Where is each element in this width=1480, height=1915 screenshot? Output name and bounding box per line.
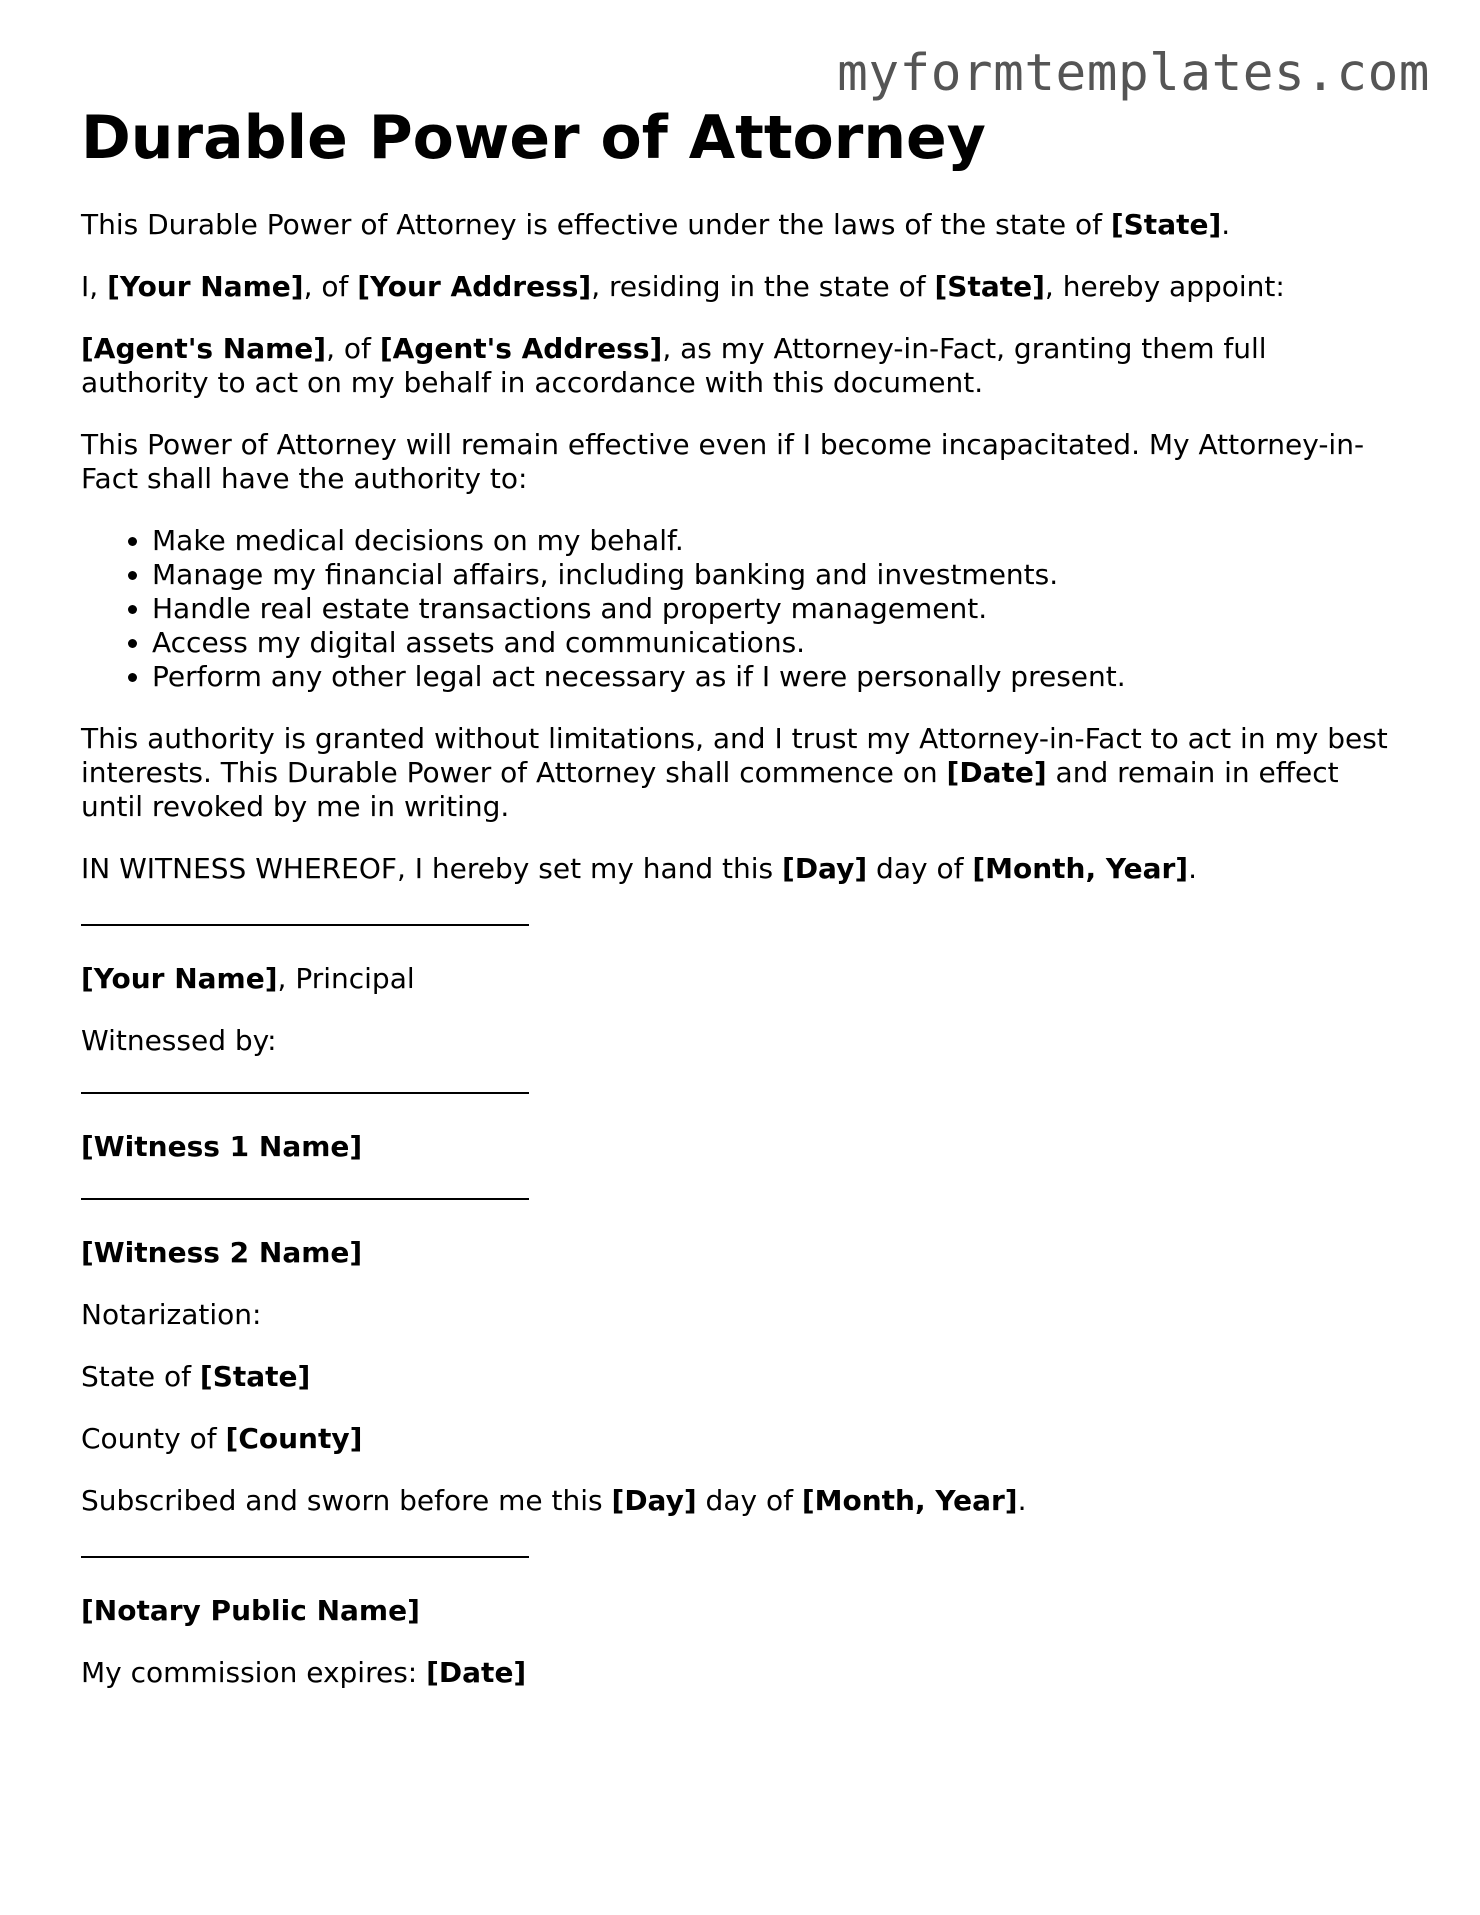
witness2-label: [Witness 2 Name]: [81, 1236, 363, 1269]
agent-address-placeholder: [Agent's Address]: [379, 332, 663, 365]
date-placeholder: [Date]: [946, 756, 1047, 789]
principal-signature-line[interactable]: [81, 924, 529, 926]
principal-label: [Your Name], Principal: [81, 962, 415, 995]
durability-paragraph: This Power of Attorney will remain effective even if I become incapacitated. My Attorney-in-Fact shall have the authority to:: [81, 428, 1365, 495]
notary-signature-line[interactable]: [81, 1556, 529, 1558]
agent-name-placeholder: [Agent's Name]: [81, 332, 327, 365]
watermark-text: myformtemplates.com: [837, 44, 1430, 103]
intro-paragraph: This Durable Power of Attorney is effective under the laws of the state of [State].: [81, 208, 1231, 241]
your-address-placeholder: [Your Address]: [357, 270, 592, 303]
powers-list: [81, 524, 1401, 694]
month-year-placeholder: [Month, Year]: [972, 852, 1189, 885]
list-item: • Handle real estate transactions and property management.: [152, 592, 1401, 626]
witness-clause: IN WITNESS WHEREOF, I hereby set my hand this [Day] day of [Month, Year].: [81, 852, 1197, 885]
date-placeholder: [Date]: [426, 1656, 527, 1689]
list-item: • Perform any other legal act necessary as if I were personally present.: [152, 660, 1401, 694]
list-item: • Manage my financial affairs, including banking and investments.: [152, 558, 1401, 592]
county-placeholder: [County]: [225, 1422, 363, 1455]
list-item: • Make medical decisions on my behalf.: [152, 524, 1401, 558]
witness1-label: [Witness 1 Name]: [81, 1130, 363, 1163]
notary-state: State of [State]: [81, 1360, 311, 1393]
agent-paragraph: [Agent's Name], of [Agent's Address], as my Attorney-in-Fact, granting them full authority to act on my behalf in accordance with this document.: [81, 332, 1267, 399]
state-placeholder: [State]: [199, 1360, 311, 1393]
notary-name-label: [Notary Public Name]: [81, 1594, 420, 1627]
witness1-signature-line[interactable]: [81, 1092, 529, 1094]
appointment-paragraph: I, [Your Name], of [Your Address], residing in the state of [State], hereby appoint:: [81, 270, 1285, 303]
day-placeholder: [Day]: [611, 1484, 697, 1517]
state-placeholder: [State]: [934, 270, 1045, 303]
notary-county: County of [County]: [81, 1422, 363, 1455]
witness2-signature-line[interactable]: [81, 1198, 529, 1200]
document-title: Durable Power of Attorney: [81, 103, 986, 173]
day-placeholder: [Day]: [782, 852, 868, 885]
state-placeholder: [State]: [1110, 208, 1222, 241]
sworn-statement: Subscribed and sworn before me this [Day] day of [Month, Year].: [81, 1484, 1027, 1517]
document-body: [81, 104, 1401, 1718]
witnessed-by-label: Witnessed by:: [81, 1024, 277, 1057]
notarization-heading: Notarization:: [81, 1298, 262, 1331]
your-name-placeholder: [Your Name]: [107, 270, 304, 303]
month-year-placeholder: [Month, Year]: [801, 1484, 1018, 1517]
commission-expiry: My commission expires: [Date]: [81, 1656, 527, 1689]
list-item: • Access my digital assets and communications.: [152, 626, 1401, 660]
authority-paragraph: This authority is granted without limitations, and I trust my Attorney-in-Fact to act in my best interests. This Durable Power of Attorney shall commence on [Date] and remain in effect until revoked by me in writing.: [81, 722, 1388, 823]
